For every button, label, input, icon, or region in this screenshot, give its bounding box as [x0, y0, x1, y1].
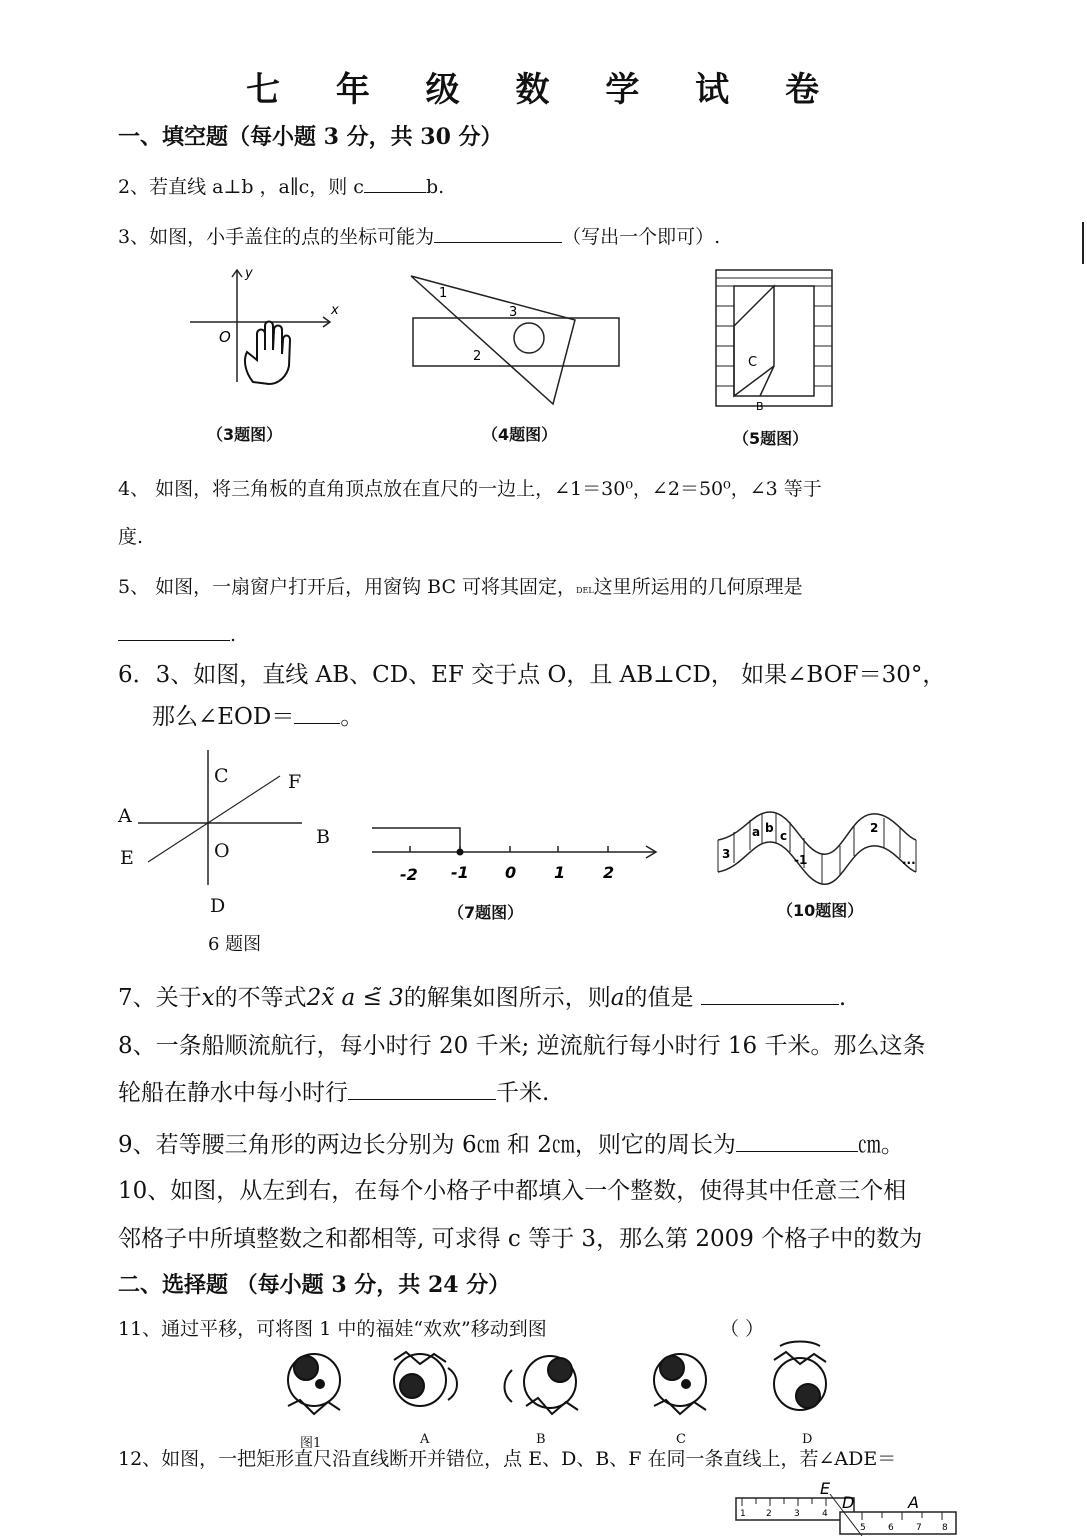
q4-text-end: 度.	[118, 526, 144, 548]
point-b-label: B	[756, 400, 764, 413]
mascot-figure-1	[288, 1354, 340, 1414]
ruler-number: 2	[766, 1509, 772, 1519]
angle-3-label: 3	[509, 305, 518, 320]
point-c-label: C	[214, 765, 229, 787]
question-7	[118, 979, 846, 1012]
figure-7-caption: （7题图）	[448, 903, 524, 922]
hand-icon	[245, 322, 290, 385]
ruler-number: 3	[794, 1509, 800, 1519]
point-b-label: B	[316, 826, 330, 848]
q7-text-c: 的解集如图所示，则	[403, 985, 611, 1011]
point-a-label: A	[118, 805, 132, 827]
question-6	[118, 656, 945, 689]
q3-text: 3、如图，小手盖住的点的坐标可能为	[118, 226, 435, 248]
tick-label: 0	[505, 863, 517, 882]
q9-text-end: ㎝。	[857, 1132, 904, 1158]
question-4	[118, 474, 822, 501]
figure-5-window	[712, 266, 837, 414]
q12-text: 12、如图，一把矩形直尺沿直线断开并错位，点 E、D、B、F 在同一条直线上，若∠ADE＝	[118, 1448, 897, 1470]
q11-text: 11、通过平移，可将图 1 中的福娃“欢欢”移动到图	[118, 1318, 547, 1340]
edge-mark	[1082, 222, 1087, 264]
mascot-label-fig1: 图1	[300, 1436, 322, 1451]
question-10-cont	[118, 1220, 922, 1253]
question-8	[118, 1027, 925, 1060]
q3-text-end: （写出一个即可）.	[562, 226, 721, 248]
question-5-cont	[118, 622, 236, 646]
ruler-number: 1	[740, 1509, 746, 1519]
q7-text: 7、关于	[118, 985, 202, 1011]
q7-var-x: x	[201, 985, 215, 1011]
q11-mascot-figures	[270, 1340, 850, 1435]
figure-4-triangle-ruler	[405, 268, 630, 413]
mascot-label-c: C	[676, 1432, 686, 1447]
cell-label: -1	[794, 853, 808, 867]
question-12	[118, 1444, 896, 1471]
point-e-label: E	[120, 847, 134, 869]
q7-text-b: 的不等式	[214, 985, 307, 1011]
mascot-label-b: B	[536, 1432, 546, 1447]
q8-answer-blank[interactable]	[348, 1077, 496, 1100]
section-2-heading: 二、选择题 （每小题 3 分，共 24 分）	[118, 1272, 511, 1298]
section-1-heading: 一、填空题（每小题 3 分，共 30 分）	[118, 124, 503, 150]
q3-answer-blank[interactable]	[434, 224, 562, 243]
figure-3-caption: （3题图）	[207, 425, 283, 444]
q5-text-end: .	[230, 624, 237, 646]
q2-text-end: b.	[425, 176, 445, 198]
question-9	[118, 1126, 904, 1159]
q5-answer-blank[interactable]	[118, 622, 230, 641]
figure-12-broken-ruler	[732, 1480, 962, 1536]
mascot-option-d	[774, 1342, 826, 1411]
q9-text: 9、若等腰三角形的两边长分别为 6㎝ 和 2㎝，则它的周长为	[118, 1132, 736, 1158]
q7-text-end: .	[838, 985, 847, 1011]
q8-text-end: 千米.	[496, 1080, 550, 1106]
angle-2-label: 2	[473, 349, 482, 364]
q11-answer-paren[interactable]: （ ）	[720, 1318, 765, 1340]
point-d-label: D	[210, 895, 226, 917]
tick-label: 1	[554, 863, 566, 882]
tick-label: -1	[451, 863, 469, 882]
mascot-option-b	[505, 1356, 579, 1414]
mascot-label-a: A	[420, 1432, 430, 1447]
point-o-label: O	[214, 840, 230, 862]
question-8-cont	[118, 1074, 549, 1107]
y-axis-label: y	[245, 266, 253, 281]
q5-del-mark: DEL	[576, 586, 594, 595]
origin-label: O	[219, 328, 231, 346]
q5-text: 5、 如图，一扇窗户打开后，用窗钩 BC 可将其固定，	[118, 576, 577, 598]
q10-text-b: 邻格子中所填整数之和都相等, 可求得 c 等于 3，那么第 2009 个格子中的数为	[118, 1226, 923, 1252]
q7-text-d: 的值是	[624, 985, 694, 1011]
ruler-number: 5	[860, 1523, 866, 1533]
page-title: 七 年 级 数 学 试 卷	[245, 70, 842, 110]
q6-text: 6．3、如图，直线 AB、CD、EF 交于点 O，且 AB⊥CD， 如果∠BOF＝30°，	[118, 662, 946, 688]
q4-text: 4、 如图，将三角板的直角顶点放在直尺的一边上，∠1＝30⁰，∠2＝50⁰，∠3 等于	[118, 478, 822, 500]
figure-5-caption: （5题图）	[733, 429, 809, 448]
point-d-label: D	[842, 1493, 855, 1512]
point-f-label: F	[288, 771, 302, 793]
mascot-option-c	[654, 1354, 706, 1414]
ruler-number: 8	[942, 1523, 948, 1533]
figure-6-caption: 6 题图	[208, 934, 262, 955]
question-3	[118, 222, 720, 249]
q8-text-b: 轮船在静水中每小时行	[118, 1080, 348, 1106]
q7-var-a: a	[610, 985, 625, 1011]
question-2	[118, 172, 444, 199]
question-6-cont	[152, 698, 363, 731]
point-e-label: E	[820, 1480, 831, 1498]
mascot-label-d: D	[802, 1432, 813, 1447]
q6-text-b: 那么∠EOD＝	[152, 704, 295, 730]
mascot-option-a	[394, 1352, 457, 1406]
q7-expression: 2x̃ a ≤̃ 3	[306, 985, 404, 1011]
cell-label: ...	[902, 853, 916, 867]
question-5	[118, 572, 803, 599]
point-a-label: A	[908, 1493, 919, 1512]
q5-text-b: 这里所运用的几何原理是	[593, 576, 803, 598]
x-axis-label: x	[331, 303, 339, 318]
question-4-cont	[118, 522, 143, 549]
q8-text: 8、一条船顺流航行，每小时行 20 千米; 逆流航行每小时行 16 千米。那么这条	[118, 1033, 926, 1059]
question-11	[118, 1314, 547, 1341]
cell-label: b	[765, 821, 774, 835]
tick-label: -2	[400, 865, 418, 884]
figure-3-hand-coordinate	[185, 262, 345, 392]
q7-answer-blank[interactable]	[701, 982, 839, 1005]
ruler-number: 7	[916, 1523, 922, 1533]
figure-4-caption: （4题图）	[482, 425, 558, 444]
q2-answer-blank[interactable]	[364, 174, 426, 193]
q6-answer-blank[interactable]	[294, 705, 340, 724]
figure-7-number-line	[368, 822, 663, 890]
cell-label: c	[780, 829, 788, 843]
figure-10-caption: （10题图）	[777, 901, 864, 920]
figure-10-wavy-strip	[712, 806, 924, 886]
q9-answer-blank[interactable]	[736, 1129, 858, 1152]
cell-label: 2	[870, 821, 879, 835]
ruler-number: 4	[822, 1509, 828, 1519]
cell-label: a	[752, 825, 761, 839]
solid-point	[457, 849, 464, 856]
q6-text-end: 。	[340, 704, 364, 730]
q2-text: 2、若直线 a⊥b ，a∥c，则 c	[118, 176, 364, 198]
question-10	[118, 1172, 906, 1205]
angle-1-label: 1	[439, 286, 448, 301]
tick-label: 2	[603, 863, 615, 882]
q10-text: 10、如图，从左到右，在每个小格子中都填入一个整数，使得其中任意三个相	[118, 1178, 907, 1204]
cell-label: 3	[722, 847, 731, 861]
ruler-number: 6	[888, 1523, 894, 1533]
point-c-label: C	[748, 355, 758, 370]
